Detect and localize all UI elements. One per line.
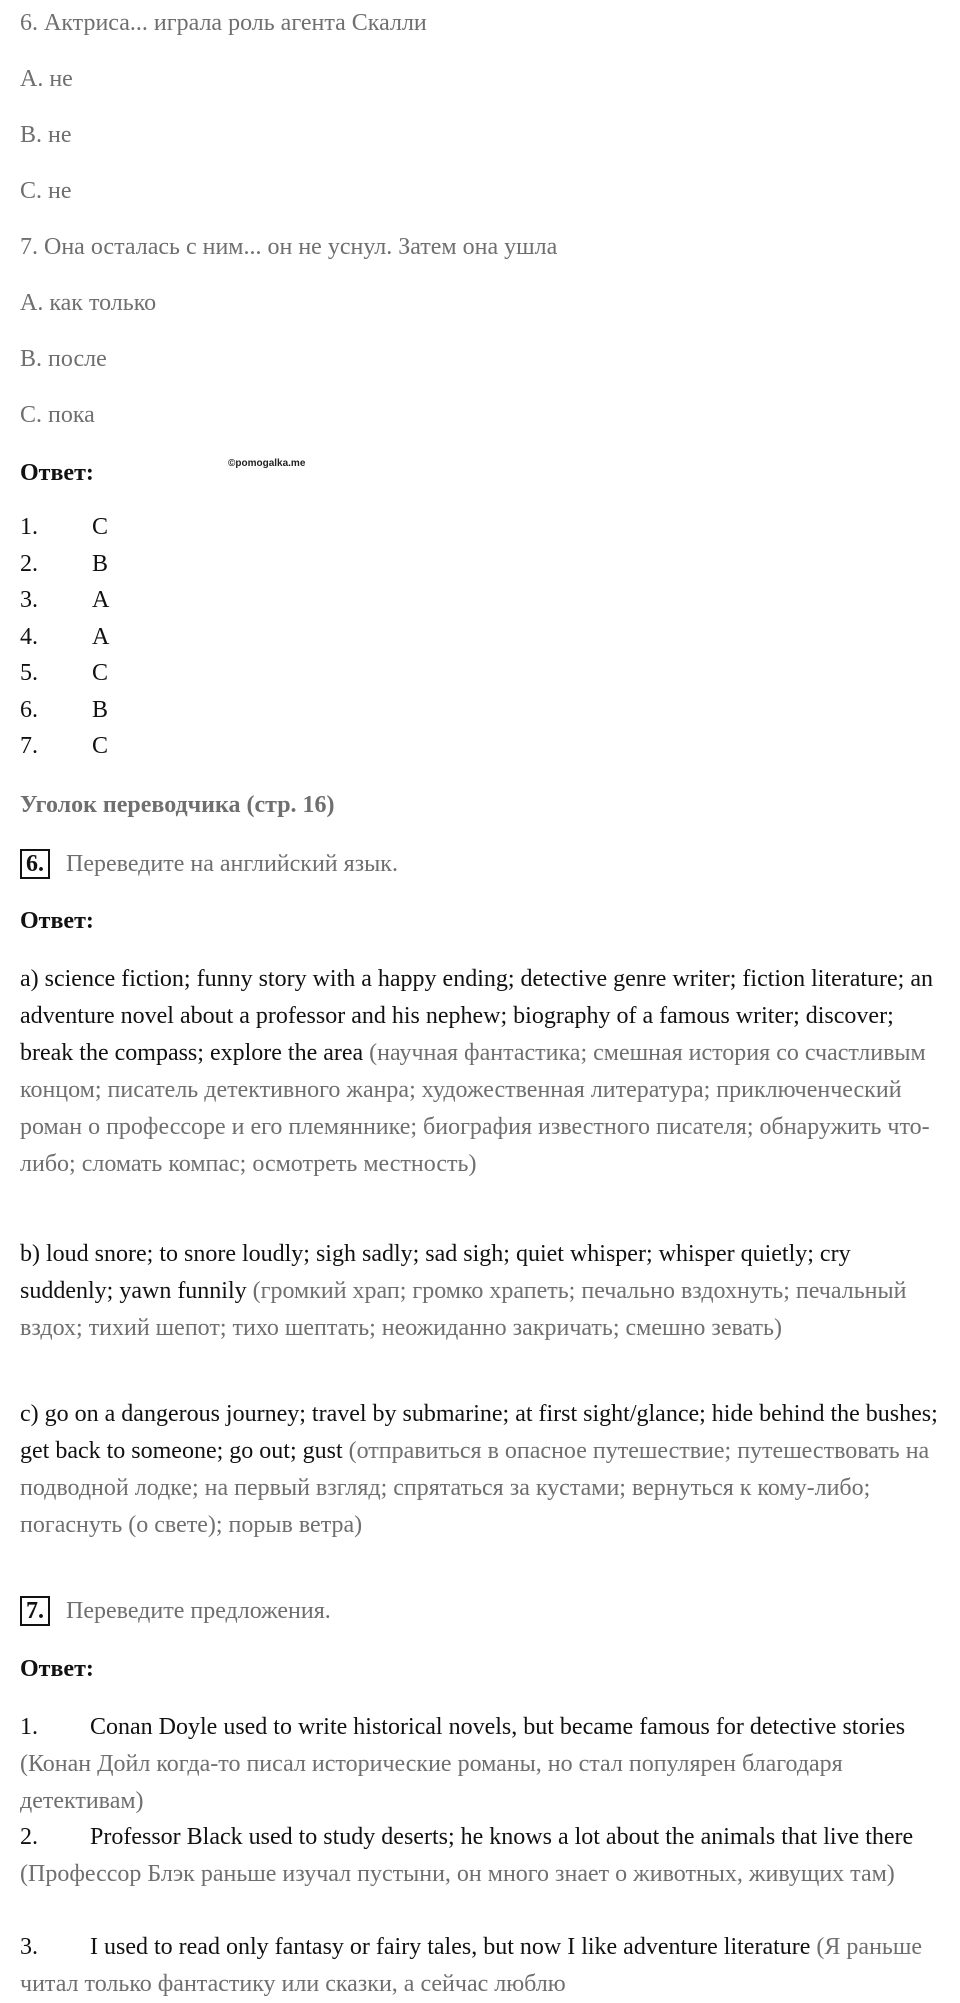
item-english: I used to read only fantasy or fairy tales, but now I like adventure literature [90,1934,811,1960]
item-english: a) science fiction; funny story with a happy ending; detective genre writer; fiction literature; an adventure novel about a professor and his nephew; biography of a famous writer; discover; break the compass; explore the area [20,966,933,1066]
item-number: 1. [20,1714,38,1740]
question-6-text: 6. Актриса... играла роль агента Скалли [20,10,427,36]
answer-value: B [92,550,109,577]
answer-label: Ответ: [20,460,94,486]
answer-number: 1. [20,514,38,540]
task-7-item-1 [20,1709,940,1820]
item-english: c) go on a dangerous journey; travel by submarine; at first sight/glance; hide behind the bushes; get back to someone; go out; gust [20,1401,938,1464]
task-6-header [20,849,398,879]
answer-number: 4. [20,623,38,650]
task-7-header [20,1596,331,1626]
task-6-number: 6. [20,849,50,879]
answer-number: 7. [20,733,38,759]
item-russian: (отправиться в опасное путешествие; путешествовать на подводной лодке; на первый взгляд; спрятаться за кустами; вернуться к кому-либо; погаснуть (о свете); порыв ветра) [20,1438,930,1538]
item-russian: (громкий храп; громко храпеть; печально вздохнуть; печальный вздох; тихий шепот; тихо шептать; неожиданно закричать; смешно зевать) [20,1278,907,1341]
item-english: Professor Black used to study deserts; he knows a lot about the animals that live there [90,1824,914,1850]
answer-value: A [92,623,110,650]
item-russian: (научная фантастика; смешная история со счастливым концом; писатель детективного жанра; художественная литература; приключенческий роман о профессоре и его племяннике; биография известного писателя; обнаружить что- либо; сломать компас; осмотреть местность) [20,1040,930,1177]
item-english: b) loud snore; to snore loudly; sigh sadly; sad sigh; quiet whisper; whisper quietly; cry suddenly; yawn funnily [20,1241,851,1304]
item-english: Conan Doyle used to write historical novels, but became famous for detective stories [90,1714,906,1740]
answer-number: 3. [20,587,38,613]
section-title: Уголок переводчика (стр. 16) [20,792,335,818]
task-6-answer-label: Ответ: [20,908,94,934]
task-6-item-b [20,1236,940,1347]
answer-value: A [92,587,110,613]
answer-value: C [92,660,109,686]
answer-value: C [92,514,109,540]
answer-number: 6. [20,696,38,723]
task-7-number: 7. [20,1596,50,1626]
question-7-text: 7. Она осталась с ним... он не уснул. Затем она ушла [20,234,558,260]
question-7-option-b: B. после [20,346,107,372]
task-7-answer-label: Ответ: [20,1656,94,1682]
task-6-item-c [20,1396,940,1544]
item-number: 3. [20,1934,38,1960]
answer-number: 5. [20,660,38,686]
item-number: 2. [20,1824,38,1850]
task-6-instruction: Переведите на английский язык. [66,850,398,877]
question-6-option-b: B. не [20,122,72,148]
item-russian: (Я раньше читал только фантастику или сказки, а сейчас люблю [20,1934,922,1997]
question-7-option-a: A. как только [20,290,157,316]
answer-value: C [92,733,109,759]
item-russian: (Конан Дойл когда-то писал исторические романы, но стал популярен благодаря детективам) [20,1751,843,1814]
answer-value: B [92,696,109,723]
item-russian: (Профессор Блэк раньше изучал пустыни, он много знает о животных, живущих там) [20,1861,895,1887]
question-7-option-c: C. пока [20,402,95,428]
question-6-option-a: A. не [20,66,73,92]
task-7-item-3 [20,1929,940,2003]
task-6-item-a [20,961,940,1183]
watermark: ©pomogalka.me [228,458,306,469]
task-7-instruction: Переведите предложения. [66,1597,331,1624]
task-7-item-2 [20,1819,940,1893]
answer-number: 2. [20,550,38,577]
question-6-option-c: C. не [20,178,72,204]
